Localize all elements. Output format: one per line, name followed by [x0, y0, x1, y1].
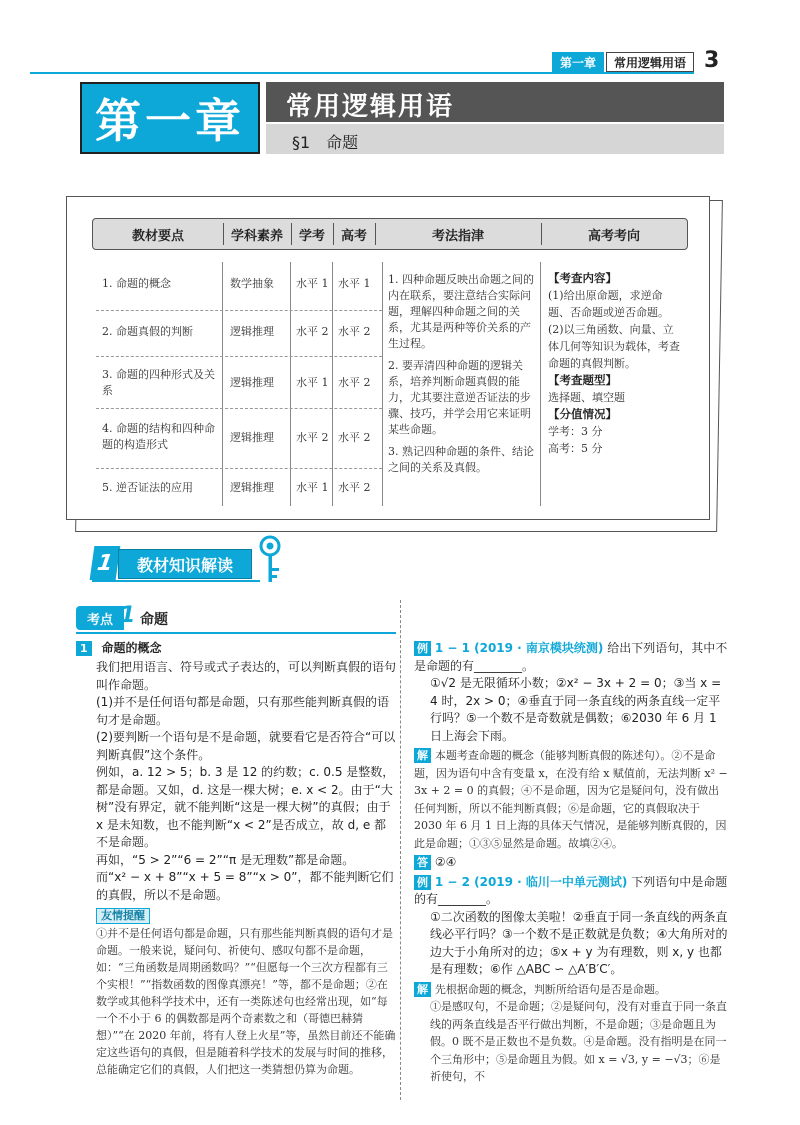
row-3-point: 3. 命题的四种形式及关系 — [102, 368, 215, 397]
section-heading: 教材知识解读 — [118, 549, 252, 579]
page-number: 3 — [704, 48, 720, 73]
section-number: 1 — [90, 546, 121, 580]
key-icon — [256, 534, 284, 586]
example-1-solution — [414, 747, 728, 852]
table-header — [92, 218, 688, 250]
example-2-question: 下列语句中是命题的有________。 — [414, 874, 728, 906]
example-2-solution-label: 解 — [414, 982, 431, 997]
subsection-number: 1 — [76, 641, 92, 656]
kaodian-number: 1 — [120, 603, 136, 628]
row-1-point: 1. 命题的概念 — [102, 277, 171, 290]
row-4-xk: 水平 2 — [296, 431, 329, 444]
example-2-label: 例 — [414, 875, 431, 890]
direction-score-title: 【分值情况】 — [548, 407, 617, 421]
header-chapter: 第一章 — [552, 52, 604, 72]
th-literacy: 学科素养 — [230, 228, 283, 244]
subsection-title: 命题的概念 — [101, 641, 162, 655]
para-definition: 我们把用语言、符号或式子表达的，可以判断真假的语句叫作命题。 — [96, 660, 397, 692]
example-2 — [414, 874, 728, 909]
example-2-solution-text: 先根据命题的概念，判断所给语句是否是命题。 — [434, 982, 666, 996]
row-1-gk: 水平 1 — [338, 277, 371, 290]
section-rule — [92, 580, 260, 582]
example-1-question: 给出下列语句，其中不是命题的有________。 — [414, 641, 728, 673]
left-body — [96, 659, 396, 1078]
para-example-3: 而“x² − x + 8”“x + 5 = 8”“x > 0”，都不能判断它们的真假，所以不是命题。 — [96, 870, 394, 902]
row-5-literacy: 逻辑推理 — [230, 481, 274, 494]
example-2-solution — [414, 981, 728, 999]
direction-type-text: 选择题、填空题 — [548, 391, 625, 404]
answer-text: ②④ — [434, 855, 457, 869]
example-1-source: 1 − 1 (2019 · 南京模块统测) — [434, 641, 604, 655]
row-4-point: 4. 命题的结构和四种命题的构造形式 — [102, 422, 215, 451]
para-note-1: (1)并不是任何语句都是命题，只有那些能判断真假的语句才是命题。 — [96, 695, 390, 727]
row-1-literacy: 数学抽象 — [230, 277, 274, 290]
chapter-title: 常用逻辑用语 — [286, 92, 455, 122]
kaodian-label: 考点 — [76, 606, 124, 630]
guide-2: 2. 要弄清四种命题的逻辑关系，培养判断命题真假的能力，尤其要注意逆否证法的步骤、技巧，并学会用它来证明某些命题。 — [388, 359, 531, 436]
direction-content-2: (2)以三角函数、向量、立体几何等知识为载体，考查命题的真假判断。 — [548, 323, 680, 370]
row-3-xk: 水平 1 — [296, 376, 329, 389]
tip-label: 友情提醒 — [96, 908, 150, 924]
guide-3: 3. 熟记四种命题的条件、结论之间的关系及真假。 — [388, 445, 534, 474]
th-point: 教材要点 — [131, 228, 184, 244]
example-1-solution-text: 本题考查命题的概念（能够判断真假的陈述句）。②不是命题，因为语句中含有变量 x，在没有给 x 赋值前，无法判断 x² − 3x + 2 = 0 的真假；④不是命题，因为它是疑问句，没有做出任何判断，所以不能判断真假；⑥是命题，它的真假取决于 2030 年 6 月 1 日上海的具体天气情况，是能够判断真假的，因此是命题；①③⑤显然是命题。故填②④。 — [414, 749, 728, 850]
row-3-literacy: 逻辑推理 — [230, 376, 274, 389]
row-5-point: 5. 逆否证法的应用 — [102, 481, 193, 494]
row-5-gk: 水平 2 — [338, 481, 371, 494]
subsection-heading — [76, 640, 396, 658]
right-body — [414, 640, 728, 1086]
kaodian-title: 命题 — [140, 612, 168, 628]
tip-text: ①并不是任何语句都是命题，只有那些能判断真假的语句才是命题。一般来说，疑问句、祈使句、感叹句都不是命题，如：“三角函数是周期函数吗？”“但愿每一个三次方程都有三个实根！”“指数函数的图像真漂亮！”等，都不是命题；②在数学或其他科学技术中，还有一类陈述句也经常出现，如“每一个不小于 6 的偶数都是两个奇素数之和（哥德巴赫猜想）”“在 2020 年前，将有人登上火星”等，虽然目前还不能确定这些语句的真假，但是随着科学技术的发展与时间的推移，总能确定它们的真假，人们把这一类猜想仍算为命题。 — [96, 926, 396, 1076]
row-2-xk: 水平 2 — [296, 325, 329, 338]
para-example-2: 再如，“5 > 2”“6 = 2”“π 是无理数”都是命题。 — [96, 852, 355, 867]
direction-content-1: (1)给出原命题，求逆命题、否命题或逆否命题。 — [548, 289, 669, 319]
row-3-gk: 水平 2 — [338, 376, 371, 389]
header-rule — [30, 72, 694, 74]
row-4-literacy: 逻辑推理 — [230, 431, 274, 444]
row-2-literacy: 逻辑推理 — [230, 325, 274, 338]
example-1-answer — [414, 854, 728, 872]
direction-content-title: 【考查内容】 — [548, 271, 617, 285]
direction-score-1: 学考：3 分 — [548, 425, 603, 438]
row-2-point: 2. 命题真假的判断 — [102, 325, 193, 338]
direction-type-title: 【考查题型】 — [548, 373, 617, 387]
th-direction: 高考考向 — [587, 228, 640, 244]
row-2-gk: 水平 2 — [338, 325, 371, 338]
row-4-gk: 水平 2 — [338, 431, 371, 444]
header-title: 常用逻辑用语 — [606, 52, 694, 72]
th-guide: 考法指津 — [431, 228, 484, 244]
direction-block — [548, 270, 684, 457]
example-1-solution-label: 解 — [414, 748, 431, 763]
example-2-detail: ①是感叹句，不是命题；②是疑问句，没有对垂直于同一条直线的两条直线是否平行做出判断，不是命题；③是命题且为假。0 既不是正数也不是负数。④是命题。没有指明是在同一个三角形中；⑤是命题且为假。如 x = √3, y = −√3；⑥是祈使句，不 — [430, 1000, 727, 1083]
column-divider — [400, 600, 401, 1100]
para-note-2: (2)要判断一个语句是不是命题，就要看它是否符合“可以判断真假”这个条件。 — [96, 730, 396, 762]
chapter-label: 第一章 — [80, 82, 260, 154]
example-1 — [414, 640, 728, 675]
th-gaokao: 高考 — [340, 228, 367, 244]
row-5-xk: 水平 1 — [296, 481, 329, 494]
kaodian-rule — [76, 632, 396, 634]
th-xuekao: 学考 — [298, 228, 325, 244]
row-1-xk: 水平 1 — [296, 277, 329, 290]
direction-score-2: 高考：5 分 — [548, 442, 603, 455]
answer-label: 答 — [414, 855, 431, 870]
example-2-items: ①二次函数的图像太美啦！②垂直于同一条直线的两条直线必平行吗？③一个数不是正数就是负数；④大角所对的边大于小角所对的边；⑤x + y 为有理数，则 x, y 也都是有理数；⑥作 △ABC ∽ △A′B′C′。 — [430, 909, 728, 976]
example-1-label: 例 — [414, 641, 431, 656]
guide-1: 1. 四种命题反映出命题之间的内在联系，要注意结合实际问题，理解四种命题之间的关系，尤其是两种等价关系的产生过程。 — [388, 273, 534, 350]
example-2-source: 1 − 2 (2019 · 临川一中单元测试) — [434, 874, 628, 889]
para-example: 例如，a. 12 > 5；b. 3 是 12 的约数；c. 0.5 是整数，都是命题。又如，d. 这是一棵大树；e. x < 2。由于“大树”没有界定，就不能判断“这是一棵大树”的真假；由于 x 是未知数，也不能判断“x < 2”是否成立，故 d, e 都不是命题。 — [96, 765, 395, 849]
example-1-items: ①√2 是无限循环小数；②x² − 3x + 2 = 0；③当 x = 4 时，2x > 0；④垂直于同一条直线的两条直线一定平行吗？⑤一个数不是奇数就是偶数；⑥2030 年 6 月 1 日上海会下雨。 — [430, 676, 722, 743]
section-title: §1 命题 — [292, 133, 359, 152]
